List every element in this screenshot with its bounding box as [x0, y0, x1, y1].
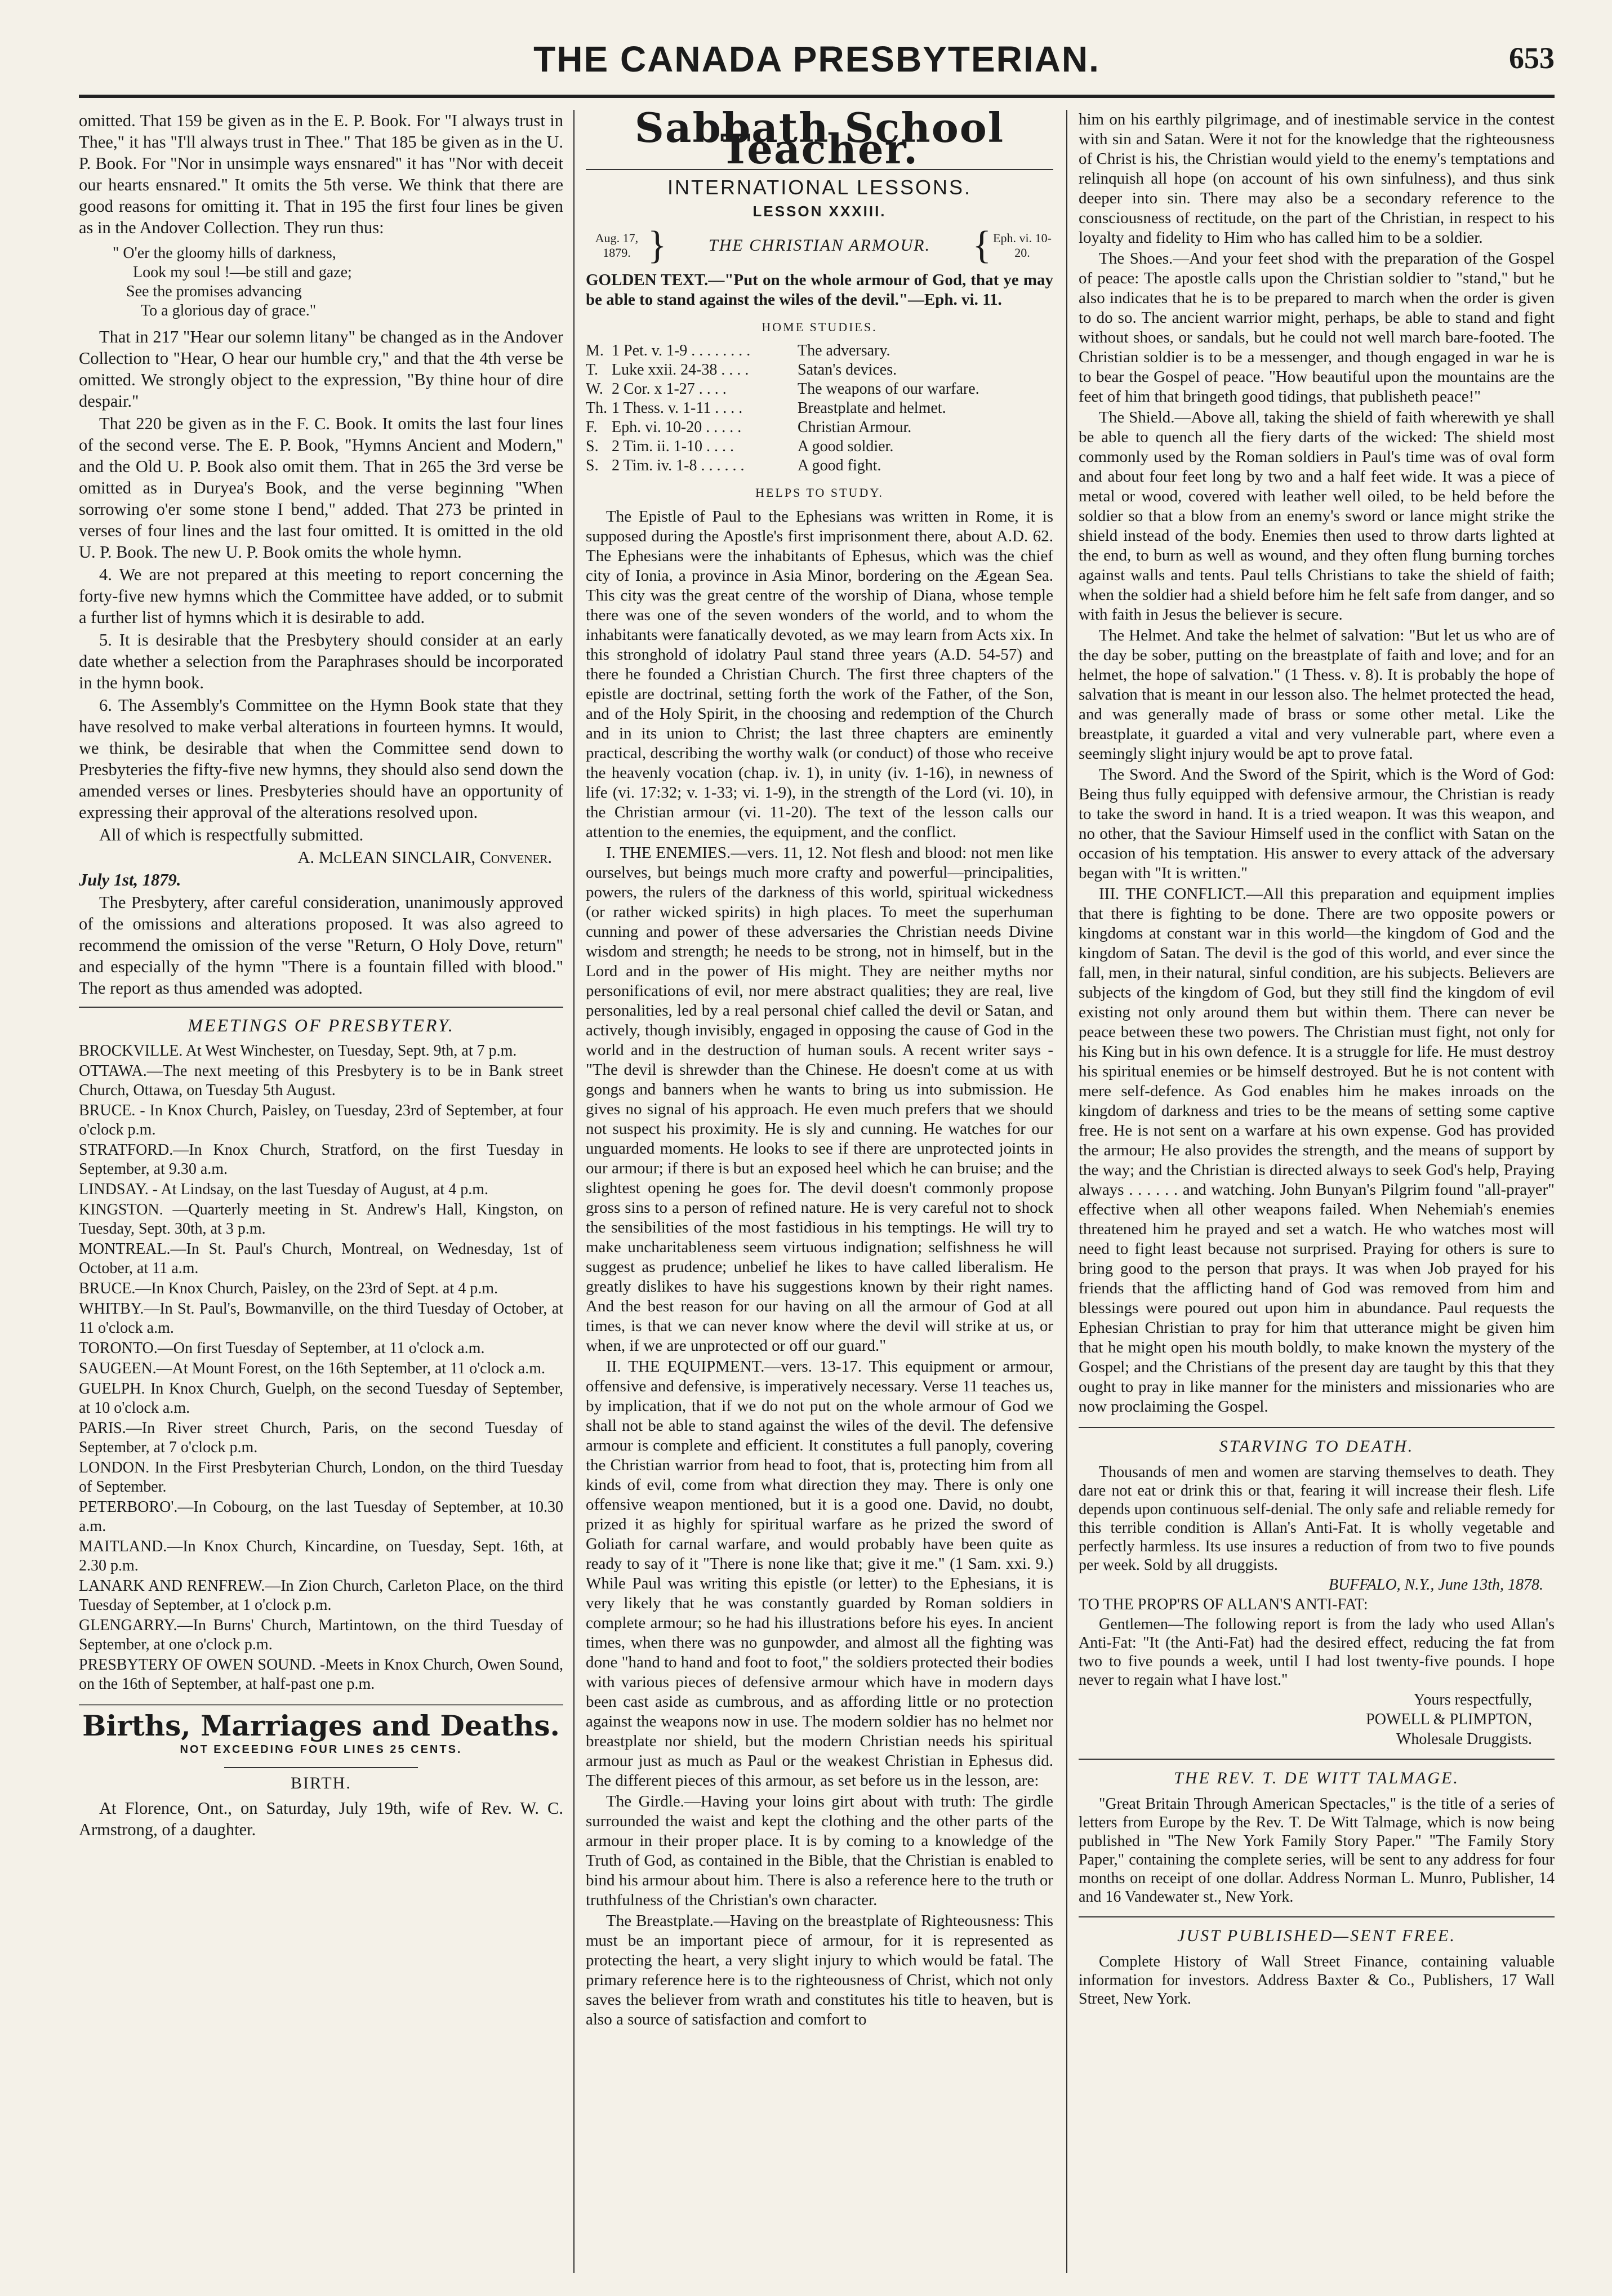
meeting-entry: BRUCE.—In Knox Church, Paisley, on the 23rd of Sept. at 4 p.m. — [79, 1280, 498, 1297]
masthead-rule — [79, 95, 1555, 98]
just-published-heading: JUST PUBLISHED—SENT FREE. — [1079, 1916, 1555, 1947]
meetings-heading: MEETINGS OF PRESBYTERY. — [79, 1007, 563, 1036]
column-divider — [573, 110, 575, 2273]
lesson-title-line — [586, 224, 1053, 267]
wall-street-notice — [1079, 1952, 1555, 2008]
study-row: W. 2 Cor. x 1-27 . . . . The weapons of our warfare. — [586, 380, 979, 398]
meeting-entry: STRATFORD.—In Knox Church, Stratford, on the first Tuesday in September, at 9.30 a.m. — [79, 1141, 563, 1178]
column-2 — [586, 104, 1053, 2031]
meeting-entry: LONDON. In the First Presbyterian Church, London, on the third Tuesday of September. — [79, 1459, 563, 1496]
study-row: T. Luke xxii. 24-38 . . . . Satan's devices. — [586, 361, 897, 379]
starving-to-death-heading: STARVING TO DEATH. — [1079, 1427, 1555, 1457]
page-number: 653 — [1509, 41, 1555, 75]
meeting-entry: BRUCE. - In Knox Church, Paisley, on Tuesday, 23rd of September, at four o'clock p.m. — [79, 1102, 563, 1138]
golden-text: GOLDEN TEXT.—"Put on the whole armour of God, that ye may be able to stand against the wiles of the devil."—Eph. vi. 11. — [586, 271, 1053, 309]
meeting-entry: KINGSTON. —Quarterly meeting in St. Andrew's Hall, Kingston, on Tuesday, Sept. 30th, at 3 p.m. — [79, 1201, 563, 1238]
study-row: F. Eph. vi. 10-20 . . . . . Christian Armour. — [586, 419, 912, 436]
international-lessons-heading: INTERNATIONAL LESSONS. — [586, 169, 1053, 198]
meeting-entry: PRESBYTERY OF OWEN SOUND. -Meets in Knox Church, Owen Sound, on the 16th of September, at half-past one p.m. — [79, 1656, 564, 1693]
meeting-entry: PETERBORO'.—In Cobourg, on the last Tuesday of September, at 10.30 a.m. — [79, 1498, 563, 1535]
paragraph: Thousands of men and women are starving themselves to death. They dare not eat or drink this or that, fearing it will increase their flesh. Life depends upon continuous self-denial. The only safe and reliable remedy for this terrible condition is Allan's Anti-Fat. It is wholly vegetable and perfectly harmless. Its use insures a reduction of from two to five pounds per week. Sold by all druggists. — [1079, 1463, 1555, 1574]
report-signature: A. McLEAN SINCLAIR, Convener. — [297, 848, 552, 867]
letter-firm: POWELL & PLIMPTON, — [1366, 1711, 1532, 1728]
masthead — [79, 34, 1555, 84]
paragraph: The Helmet. And take the helmet of salvation: "But let us who are of the day be sober, putting on the breastplate of faith and love; and for an helmet, the hope of salvation." (1 Thess. v. 8). It is probably the hope of salvation that is meant in our lesson also. The helmet protected the head, and was generally made of brass or some other metal. Like the breastplate, it guarded a vital and very vulnerable part, where even a seemingly slight injury would be apt to prove fatal. — [1079, 626, 1555, 763]
bmd-rate-note: NOT EXCEEDING FOUR LINES 25 CENTS. — [180, 1743, 462, 1756]
meeting-entry: MAITLAND.—In Knox Church, Kincardine, on Tuesday, Sept. 16th, at 2.30 p.m. — [79, 1538, 563, 1574]
lesson-title: THE CHRISTIAN ARMOUR. — [709, 236, 930, 255]
letter-addressee: TO THE PROP'RS OF ALLAN'S ANTI-FAT: — [1079, 1596, 1368, 1613]
meeting-entry: SAUGEEN.—At Mount Forest, on the 16th September, at 11 o'clock a.m. — [79, 1360, 546, 1377]
paragraph: That in 217 "Hear our solemn litany" be changed as in the Andover Collection to "Hear, O hear our humble cry," and that the 4th verse be omitted. We strongly object to the expression, "By thine hour of dire despair." — [79, 327, 563, 411]
letter-firm-subtitle: Wholesale Druggists. — [1396, 1730, 1532, 1748]
birth-notice: At Florence, Ont., on Saturday, July 19th, wife of Rev. W. C. Armstrong, of a daughter. — [79, 1799, 563, 1839]
study-row: M. 1 Pet. v. 1-9 . . . . . . . . The adversary. — [586, 342, 890, 359]
paragraph: "Great Britain Through American Spectacles," is the title of a series of letters from Europe by the Rev. T. De Witt Talmage, which is now being published in "The New York Family Story Paper." "The Family Story Paper," containing the complete series, will be sent to any address for four months on receipt of one dollar. Address Norman L. Munro, Publisher, 14 and 16 Vandewater st., New York. — [1079, 1795, 1555, 1906]
paragraph: II. THE EQUIPMENT.—vers. 13-17. This equipment or armour, offensive and defensive, is imperatively necessary. Verse 11 teaches us, by implication, that if we do not put on the whole armour of God we shall not be able to stand against the wiles of the devil. The defensive armour is complete and efficient. It constitutes a full panoply, covering the Christian warrior from head to foot, that is, protecting him from all kinds of evil, come from what direction they may. There is only one offensive weapon mentioned, but it is a good one. David, no doubt, prized it as highly for spiritual warfare as he prized the sword of Goliath for carnal warfare, and would probably have been quite as ready to say of it "There is none like that; give it me." (1 Sam. xxi. 9.) While Paul was writing this epistle (or letter) to the Ephesians, it is very likely that he was constantly guarded by Roman soldiers in complete armour; so he had his illustrations before his eyes. In ancient times, when there was no gunpowder, and almost all the fighting was done "hand to hand and foot to foot," the soldiers protected their bodies with various pieces of defensive armour which have in modern days been cast aside as cumbrous, and as affording little or no protection against the weapons now in use. The modern soldier has no helmet nor breastplate nor shield, but the modern Christian needs his spiritual armour just as much as Paul or the weakest Christian in Ephesus did. The different pieces of this armour, as set before us in the lesson, are: — [586, 1358, 1053, 1790]
lesson-date: Aug. 17, 1879. — [595, 231, 639, 260]
paragraph: The Epistle of Paul to the Ephesians was written in Rome, it is supposed during the Apostle's first imprisonment there, about A.D. 62. The Ephesians were the inhabitants of Ephesus, which was the chief city of Ionia, a province in Asia Minor, bordering on the Ægean Sea. This city was the great centre of the worship of Diana, whose temple there was one of the seven wonders of the world, and to whom the inhabitants were fanatically devoted, as we may learn from Acts xix. In this stronghold of idolatry Paul stand three years (A.D. 54-57) and there he founded a Christian Church. The first three chapters of the epistle are doctrinal, setting forth the work of the Father, of the Son, and of the Holy Spirit, in the choosing and redemption of the Church and in its union to Christ; the last three chapters are eminently practical, describing the worthy walk (or conduct) of those who receive the heavenly vocation (chap. iv. 1), in unity (iv. 1-16), in newness of life (vi. 17:32; v. 1-33; vi. 1-9), in the strength of the Lord (vi. 10), in the Christian armour (vi. 11-20). The text of the lesson calls our attention to the enemies, the equipment, and the conflict. — [586, 508, 1053, 841]
helps-to-study-heading: HELPS TO STUDY. — [755, 486, 884, 500]
paragraph: All of which is respectfully submitted. — [99, 825, 364, 844]
hymn-quote — [113, 244, 563, 321]
paragraph: The Shoes.—And your feet shod with the preparation of the Gospel of peace: The apostle calls upon the Christian soldier to "stand," but he also indicates that he is to be prepared to march when the order is given to do so. The ancient warrior might, perhaps, be able to stand and fight without shoes, or sandals, but he could not well march bare-footed. The Christian soldier is to be a messenger, and though engaged in war he is to bear the Gospel of peace. "How beautiful upon the mountains are the feet of him that bringeth good tidings, that publisheth peace!" — [1079, 250, 1555, 406]
letter-body: Gentlemen—The following report is from the lady who used Allan's Anti-Fat: "It (the Anti-Fat) had the desired effect, reducing the fat from two to five pounds a week, until I had lost twenty-five pounds. I hope never to regain what I have lost." — [1079, 1616, 1555, 1689]
brace: } — [648, 224, 667, 267]
paragraph: I. THE ENEMIES.—vers. 11, 12. Not flesh and blood: not men like ourselves, but beings much more crafty and powerful—principalities, powers, the rulers of the darkness of this world, spiritual wickedness (or rather wicked spirits) in high places. To meet the superhuman cunning and power of these adversaries the Christian needs Divine wisdom and strength; he needs to be strong, not in himself, but in the Lord and in the power of His might. They are neither myths nor personifications of evil, nor mere abstract qualities; they are real, live personalities, led by a real personal chief called the devil or Satan, and actively, though invisibly, engaged in opposing the cause of God in the world and in the destruction of human souls. A recent writer says - "The devil is shrewder than the Chinese. He doesn't come at us with gongs and banners when he wants to bring us into submission. He gives no signal of his approach. He even much prefers that we should not suspect his proximity. He is sly and cunning. He watches for our unguarded moments. He looks to see if there are unprotected joints in our armour; if there is but an exposed heel which he can bruise; and the slightest opening he goes for. The devil doesn't commonly propose gross sins to a person of refined nature. He is very careful not to shock the sensibilities of the most fastidious in his temptings. He will try to make uncharitableness seem virtuous indignation; selfishness he will suggest as prudence; unbelief he likes to have called liberalism. He greatly dislikes to have his suggestions known by their right names. And the best reason for our having on all the armour of God at all times, is that we can never know where the devil will strike at us, or when, if we are unprotected or off our guard." — [586, 844, 1053, 1355]
home-studies-heading: HOME STUDIES. — [762, 320, 878, 334]
column-3 — [1079, 110, 1555, 2009]
study-row: Th. 1 Thess. v. 1-11 . . . . Breastplate and helmet. — [586, 399, 946, 417]
paragraph: 5. It is desirable that the Presbytery should consider at an early date whether a selection from the Paraphrases should be incorporated in the hymn book. — [79, 630, 563, 692]
birth-heading: BIRTH. — [224, 1767, 418, 1794]
meeting-entry: PARIS.—In River street Church, Paris, on the second Tuesday of September, at 7 o'clock p.m. — [79, 1420, 563, 1456]
meeting-entry: LINDSAY. - At Lindsay, on the last Tuesday of August, at 4 p.m. — [79, 1181, 488, 1198]
lesson-reference: Eph. vi. 10-20. — [993, 231, 1052, 260]
meeting-entry: MONTREAL.—In St. Paul's Church, Montreal, on Wednesday, 1st of October, at 11 a.m. — [79, 1240, 563, 1277]
poem-line: Look my soul !—be still and gaze; — [133, 264, 352, 281]
report-date: July 1st, 1879. — [79, 870, 181, 889]
brace: { — [972, 224, 991, 267]
paragraph: The Presbytery, after careful consideration, unanimously approved of the omissions and alterations proposed. It was also agreed to recommend the omission of the verse "Return, O Holy Dove, return" and especially of the hymn "There is a fountain filled with blood." The report as thus amended was adopted. — [79, 893, 563, 998]
poem-line: To a glorious day of grace." — [141, 302, 317, 319]
meetings-list — [79, 1042, 563, 1694]
talmage-heading: THE REV. T. DE WITT TALMAGE. — [1079, 1759, 1555, 1789]
column-divider — [1066, 110, 1067, 2273]
anti-fat-advertisement — [1079, 1463, 1555, 1748]
home-studies-list — [586, 341, 1053, 475]
paragraph: Complete History of Wall Street Finance, containing valuable information for investors. Address Baxter & Co., Publishers, 17 Wall Street, New York. — [1079, 1953, 1555, 2008]
newspaper-title: THE CANADA PRESBYTERIAN. — [533, 39, 1100, 79]
paragraph: The Breastplate.—Having on the breastplate of Righteousness: This must be an important piece of armour, for it is represented as protecting the heart, a very slight injury to which would be fatal. The primary reference here is to the righteousness of Christ, which not only saves the believer from wrath and constitutes his title to heaven, but is also a source of satisfaction and comfort to — [586, 1912, 1053, 2028]
talmage-notice — [1079, 1795, 1555, 1906]
poem-line: " O'er the gloomy hills of darkness, — [113, 244, 336, 262]
sabbath-school-teacher-heading: Sabbath School Teacher. — [634, 104, 1005, 173]
meeting-entry: BROCKVILLE. At West Winchester, on Tuesday, Sept. 9th, at 7 p.m. — [79, 1042, 517, 1060]
paragraph: The Sword. And the Sword of the Spirit, which is the Word of God: Being thus fully equipped with defensive armour, the Christian is ready to take the sword in hand. It is a tried weapon. It was this weapon, and no other, that the Saviour Himself used in the conflict with Satan on the occasion of his temptation. His answer to every attack of the adversary began with "It is written." — [1079, 766, 1555, 882]
paragraph: him on his earthly pilgrimage, and of inestimable service in the contest with sin and Satan. Were it not for the knowledge that the righteousness of Christ is his, the Christian would yield to the enemy's temptations and relinquish all hope (on account of his own sinfulness), and thus sink deeper into sin. There may also be a secondary reference to the consciousness of rectitude, on the part of the Christian, in respect to his loyalty and fidelity to Him who has called him to be a soldier. — [1079, 110, 1555, 247]
paragraph: III. THE CONFLICT.—All this preparation and equipment implies that there is fighting to be done. There are two opposite powers or kingdoms at constant war in this world—the kingdom of God and the kingdom of Satan. The devil is the god of this world, and ever since the fall, men, in their natural, sinful condition, are his subjects. Believers are subjects of the kingdom of God, but they still find the kingdom of evil existing not only around them but within them. There can never be peace between these two powers. The Christian must fight, not only for his King but in his own defence. It is a struggle for life. He must destroy his spiritual enemies or be himself destroyed. But he is not content with mere self-defence. As God enables him he makes inroads on the kingdom of darkness and tries to be the means of setting some captive free. He is not sent on a warfare at his own expense. God has provided the armour; He also provides the strength, and the means of support by the way; and the Christian is directed always to seek God's help, Praying always . . . . . . and watching. John Bunyan's Pilgrim found "all-prayer" effective when all other weapons failed. When Nehemiah's enemies threatened him he prayed and set a watch. He who watches most will need to fight least because not surprised. Praying for others is sure to bring good to the person that prays. It was when Job prayed for his friends that the afflicting hand of God was removed from him and blessings were poured out upon him in abundance. Paul requests the Ephesian Christian to pray for him that utterance might be given him that he might open his mouth boldly, to make known the mystery of the Gospel; and the Christians of the present day are taught by this that they ought to pray in like manner for the ministers and missionaries who are now proclaiming the Gospel. — [1079, 885, 1555, 1416]
meeting-entry: GUELPH. In Knox Church, Guelph, on the second Tuesday of September, at 10 o'clock a.m. — [79, 1380, 563, 1417]
paragraph: That 220 be given as in the F. C. Book. It omits the last four lines of the second verse. The E. P. Book, "Hymns Ancient and Modern," and the Old U. P. Book also omit them. That in 265 the 3rd verse be omitted as in Duryea's Book, and the verse beginning "When sorrowing o'er some stone I bend," added. That 273 be printed in verses of four lines and the last four omitted. It is omitted in the old U. P. Book. The new U. P. Book omits the whole hymn. — [79, 414, 563, 562]
paragraph: omitted. That 159 be given as in the E. P. Book. For "I always trust in Thee," it has "I'll always trust in Thee." That 185 be given as in the U. P. Book. For "Nor in unsimple ways ensnared" it has "Nor with deceit our hearts ensnared." It omits the 5th verse. We think that there are good reasons for omitting it. That in 195 the first four lines be given as in the Andover Collection. They run thus: — [79, 111, 563, 237]
letter-closing: Yours respectfully, — [1414, 1691, 1532, 1708]
paragraph: The Girdle.—Having your loins girt about with truth: The girdle surrounded the waist and kept the clothing and the other parts of the armour in their proper place. It is by coming to a knowledge of the Truth of God, as contained in the Bible, that the Christian is enabled to bind his armour about him. There is also a reference here to the truth or truthfulness of the Christian's own character. — [586, 1792, 1053, 1909]
poem-line: See the promises advancing — [126, 283, 302, 300]
paragraph: 6. The Assembly's Committee on the Hymn Book state that they have resolved to make verbal alterations in fourteen hymns. It would, we think, be desirable that when the Committee send down to Presbyteries the fifty-five new hymns, they should also send down the amended verses or lines. Presbyteries should have an opportunity of expressing their approval of the alterations resolved upon. — [79, 696, 563, 822]
paragraph: The Shield.—Above all, taking the shield of faith wherewith ye shall be able to quench all the fiery darts of the wicked: The shield most commonly used by the Roman soldiers in Paul's time was of oval form and about four feet long by two and a half feet wide. It was a piece of metal or wood, covered with leather well oiled, to be held before the soldier so that a blow from an enemy's sword or lance might strike the shield instead of the body. Enemies then used to throw darts lighted at the end, to burn as well as wound, and they often flung burning torches against walls and tents. Paul tells Christians to take the shield of faith; when the soldier had a shield before him he felt safe from danger, and so with faith in Jesus the believer is secure. — [1079, 408, 1555, 624]
lesson-number: LESSON XXXIII. — [752, 203, 887, 220]
meeting-entry: TORONTO.—On first Tuesday of September, at 11 o'clock a.m. — [79, 1340, 485, 1357]
study-row: S. 2 Tim. iv. 1-8 . . . . . . A good fight. — [586, 457, 881, 474]
meeting-entry: LANARK AND RENFREW.—In Zion Church, Carleton Place, on the third Tuesday of September, at 1 o'clock p.m. — [79, 1577, 563, 1614]
meeting-entry: GLENGARRY.—In Burns' Church, Martintown, on the third Tuesday of September, at one o'clock p.m. — [79, 1617, 563, 1653]
births-marriages-deaths-heading: Births, Marriages and Deaths. — [79, 1704, 563, 1737]
study-row: S. 2 Tim. ii. 1-10 . . . . A good soldier. — [586, 438, 894, 455]
column-1 — [79, 110, 563, 1841]
letter-place-date: BUFFALO, N.Y., June 13th, 1878. — [1328, 1576, 1543, 1594]
meeting-entry: OTTAWA.—The next meeting of this Presbytery is to be in Bank street Church, Ottawa, on Tuesday 5th August. — [79, 1062, 563, 1099]
paragraph: 4. We are not prepared at this meeting to report concerning the forty-five new hymns which the Committee have added, or to submit a further list of hymns which it is desirable to add. — [79, 565, 563, 627]
meeting-entry: WHITBY.—In St. Paul's, Bowmanville, on the third Tuesday of October, at 11 o'clock a.m. — [79, 1300, 563, 1337]
